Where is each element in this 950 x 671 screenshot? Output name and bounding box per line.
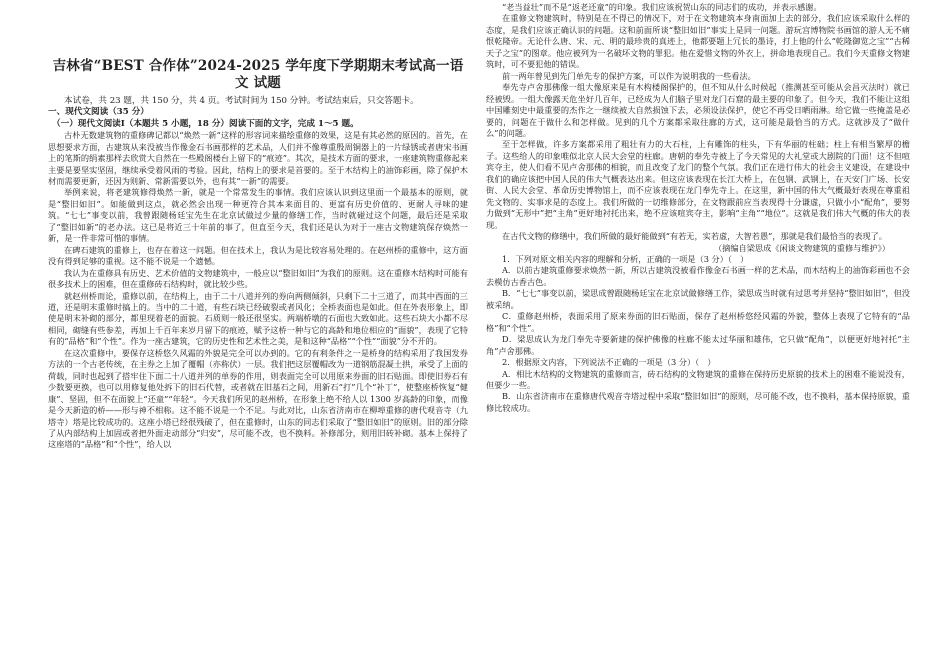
question-stem: 2．根据原文内容，下列说法不正确的一项是（3 分）（ ）: [502, 357, 716, 368]
answer-option-b: B．山东省济南市在重修唐代观音寺塔过程中采取“整旧如旧”的原则，尽可能不改，也不换料，基本保持原貌，重修比较成功。: [486, 391, 910, 413]
passage-paragraph: 至于怎样做，许多方案都采用了粗壮有力的大石柱，上有雕饰的柱头，下有华丽的柱础；柱上有相当繁厚的檐子。这些给人的印象唯似北京人民大会堂的柱廊。唐朝的奉先寺被上了今天常见的大礼堂或大剧院的门面！这不但喧宾夺主，使人们看不见卢舍那佛的相貌，而且改变了龙门的整个气氛。我们正在进行伟大的社会主义建设，在建设中我们的确应该把中国人民的伟大气概表达出来。但这应该表现在长江大桥上，在包钢、武钢上，在天安门广场、长安街、人民大会堂、革命历史博物馆上，而不应该表现在龙门奉先寺上。在这里，新中国的伟大气概最好表现在尊重祖先文物的、实事求是的态度上。我们所做的一切维修部分，在文物跟前应当表现得十分谦虚，只做小小“配角”，要努力做到“无形中”把“主角”更好地衬托出来，绝不应该喧宾夺主，影响“主角”“地位”。这就是我们伟大气概的伟大的表现。: [486, 139, 910, 230]
passage-paragraph: 前一两年曾见到先门单先专的保护方案，可以作为说明我的一些看法。: [502, 70, 756, 81]
answer-option-a: A．相比木结构的文物建筑的重修而言，砖石结构的文物建筑的重修在保持历史原貌的技术上的困难不能说没有，但要少一些。: [486, 368, 910, 390]
subsection-heading: （一）现代文阅读Ⅰ（本题共 5 小题，18 分）阅读下面的文字，完成 1～5 题。: [52, 118, 359, 129]
passage-paragraph: “老当益壮”而不是“返老还童”的印象。我们应该祝贺山东的同志们的成功，并表示感谢。: [502, 2, 822, 12]
passage-paragraph: 奉先寺卢舍那佛像一组大像原来是有木构楼阁保护的，但不知从什么时候起（推测甚至可能从会昌灭法时）就已经被毁。一组大像露天危坐好几百年，已经成为人们脑子里对龙门石窟的最主要的印象了。但今天，我们不能让这组中国雕刻史中最重要的杰作之一继续被大自然损蚀下去，必须设法保护，使它不再受日晒雨淋。给它做一些掩盖是必要的，问题在于做什么和怎样做。见到的几个方案都采取往廊的方式，这可能是最恰当的方式。这就涉及了“做什么”的问题。: [486, 82, 910, 138]
passage-paragraph: 在碑石建筑的重修上，也存在着这一问题。但在技术上，我认为是比较容易处理的。在赵州桥的重修中，这方面没有得到足够的重视。这不能不说是一个遗憾。: [48, 244, 468, 267]
section-heading: 一、现代文阅读（35 分）: [48, 107, 149, 118]
passage-paragraph: 在重修文物建筑时，特别是在不得已的情况下，对于在文物建筑本身南面加上去的部分，我们应该采取什么样的态度，是我们应该正确认识的问题。这和前面所谈“整旧如旧”事实上是同一问题。游玩宫博物院书画馆的游人无不痛恨乾隆帝。无论什么唐、宋、元、明的最珍贵的真迹上，他都要题上冗长的墨诗，打上他的什么“乾隆御览之宝”“古稀天子之宝”的图章。他应被列为一名破坏文物的罪犯。他在爱惜文物的外衣上，拼命地表现自己。我们今天重修文物建筑时，可不要犯他的错误。: [486, 13, 910, 70]
question-stem: 1．下列对原文相关内容的理解和分析，正确的一项是（3 分）（ ）: [502, 253, 749, 264]
passage-paragraph: 在这次重修中，要保存这桥悠久风霜的外貌是完全可以办到的。它的有利条件之一是桥身的结构采用了我国发券方法的一个古老传统，在主券之上加了覆帽（亦称伏）一层。我们把这层覆帽改为一道钢筋混凝土拱，承受了上面的荷载，同时也起到了搭牢住下面二十八道并列的单券的作用，则表面完全可以用原来券面的旧石贴面。即使旧券石有少数要更换，也可以用修复他处拆下的旧石代替，或者就在旧基石之间，用新石“打”几个“补丁”，使整座桥恢复“健康”、坚固，但不在面貌上“还童”“年轻”。今天我们所见的赵州桥，在形象上绝不给人以 1300 岁高龄的印象，而像是今天新造的桥——形与神不相称。这不能不说是一个不足。与此对比，山东省济南市在柳埠重修的唐代观音寺（九塔寺）塔是比较成功的。这座小塔已经很残破了，但在重修时，山东的同志们采取了“整旧如旧”的原则。旧的部分除了从内部结构上加固或者把外面走动部分“归安”，尽可能不改，也不换料。补修部分，则用旧砖补砌。基本上保持了这座塔的“品格”和“个性”，给人以: [48, 347, 468, 450]
question-1: [486, 254, 910, 357]
passage-paragraph: 在古代文物的修缮中，我们所做的最好能做到“有若无，实若虚，大智若愚”，那就是我们最恰当的表现了。: [502, 231, 887, 242]
answer-option-b: B．“七七”事变以前，梁思成曾跟随杨廷宝在北京试做修缮工作，梁思成当时就有过思考并坚持“整旧如旧”，但没被采纳。: [486, 288, 910, 310]
passage-paragraph: 举例来说，将老建筑修得焕然一新，就是一个常常发生的事情。我们应该认识到这里面一个最基本的原则，就是“整旧如旧”。如能做到这点，就必然会出现一种更符合其本来面目的、更富有历史价值的、更耐人寻味的建筑。“七七”事变以前，我曾跟随杨廷宝先生在北京试做过少量的修缮工作，当时就碰过这个问题，最后还是采取了“整旧如新”的老办法。这已是将近三十年前的事了，但直至今天，我们还是认为对于一座古文物建筑保存焕然一新，是一件非常可惜的事情。: [48, 187, 468, 244]
passage-paragraph: 就赵州桥而论，重修以前，在结构上，由于二十八道并列的券向两侧倾斜，只剩下二十三道了，而其中西面的三道，还是明末重修时搞上的。当中的二十道，有些石块已经破裂或者风化；全桥表面也是如此。但在外表形象上，即使是明末补砌的部分，都里现着老的面貌。石质则一般还很坚实。两端桥墩的石面也大致如此。这些石块大小都不尽相同，砌缝有些参差，再加上千百年来岁月留下的痕迹，赋予这桥一种与它的高龄和地位相应的“面貌”，表现了它特有的“品格”和“个性”。作为一座古建筑，它的历史性和艺术性之美，是和这种“品格”“个性”“面貌”分不开的。: [48, 290, 468, 347]
question-2: [486, 357, 910, 414]
answer-option-d: D．梁思成认为龙门奉先寺要新建的保护佛像的柱廊不能太过华丽和雄伟，它只做“配角”，以便更好地衬托“主角”卢舍那佛。: [486, 334, 910, 356]
right-column: [486, 0, 910, 671]
exam-title: 吉林省“BEST 合作体”2024-2025 学年度下学期期末考试高一语文 试题: [52, 58, 464, 91]
answer-option-c: C．重修赵州桥，表面采用了原来券面的旧石贴面，保存了赵州桥悠经风霜的外貌，整体上表现了它特有的“品格”和“个性”。: [486, 311, 910, 333]
passage-paragraph: 古朴无数建筑物的重修碑记都以“焕然一新”这样的形容词来描绘重修的效果，这是有其必然的原因的。首先，在思想要求方面，古建筑从来没被当作像金石书画那样的艺术品，人们并不像尊重殷周铜器上的一片绿锈或者唐宋书画上的笔斯的绢素那样去欣赏大自然在一些殿阁楼台上留下的“痕迹”。其次，是技术方面的要求，一座建筑物重修起来主要是要坚实坚固，继续承受着风雨的考验。因此，结构上的要求是首要的。至于木结构上的油饰彩画，除了保护木材而需要更新，还因为则新、常新需要以外，也有其“一新”的需要。: [48, 130, 468, 187]
source-attribution: （摘编自梁思成《闲谈文物建筑的重修与维护》）: [713, 242, 890, 253]
left-column: [48, 0, 468, 671]
passage-paragraph: 我认为在重修具有历史、艺术价值的文物建筑中，一般应以“整旧如旧”为我们的原则。这在重修木结构时可能有很多技术上的困难，但在重修砖石结构时，就比较少些。: [48, 267, 468, 290]
answer-option-a: A．以前古建筑重修要求焕然一新，所以古建筑没被看作像金石书画一样的艺术品，而木结构上的油饰彩画也不会去模仿古香古色。: [486, 265, 910, 287]
exam-instructions: 本试卷，共 23 题，共 150 分，共 4 页。考试时间为 150 分钟。考试结束后，只交答题卡。: [64, 96, 419, 106]
